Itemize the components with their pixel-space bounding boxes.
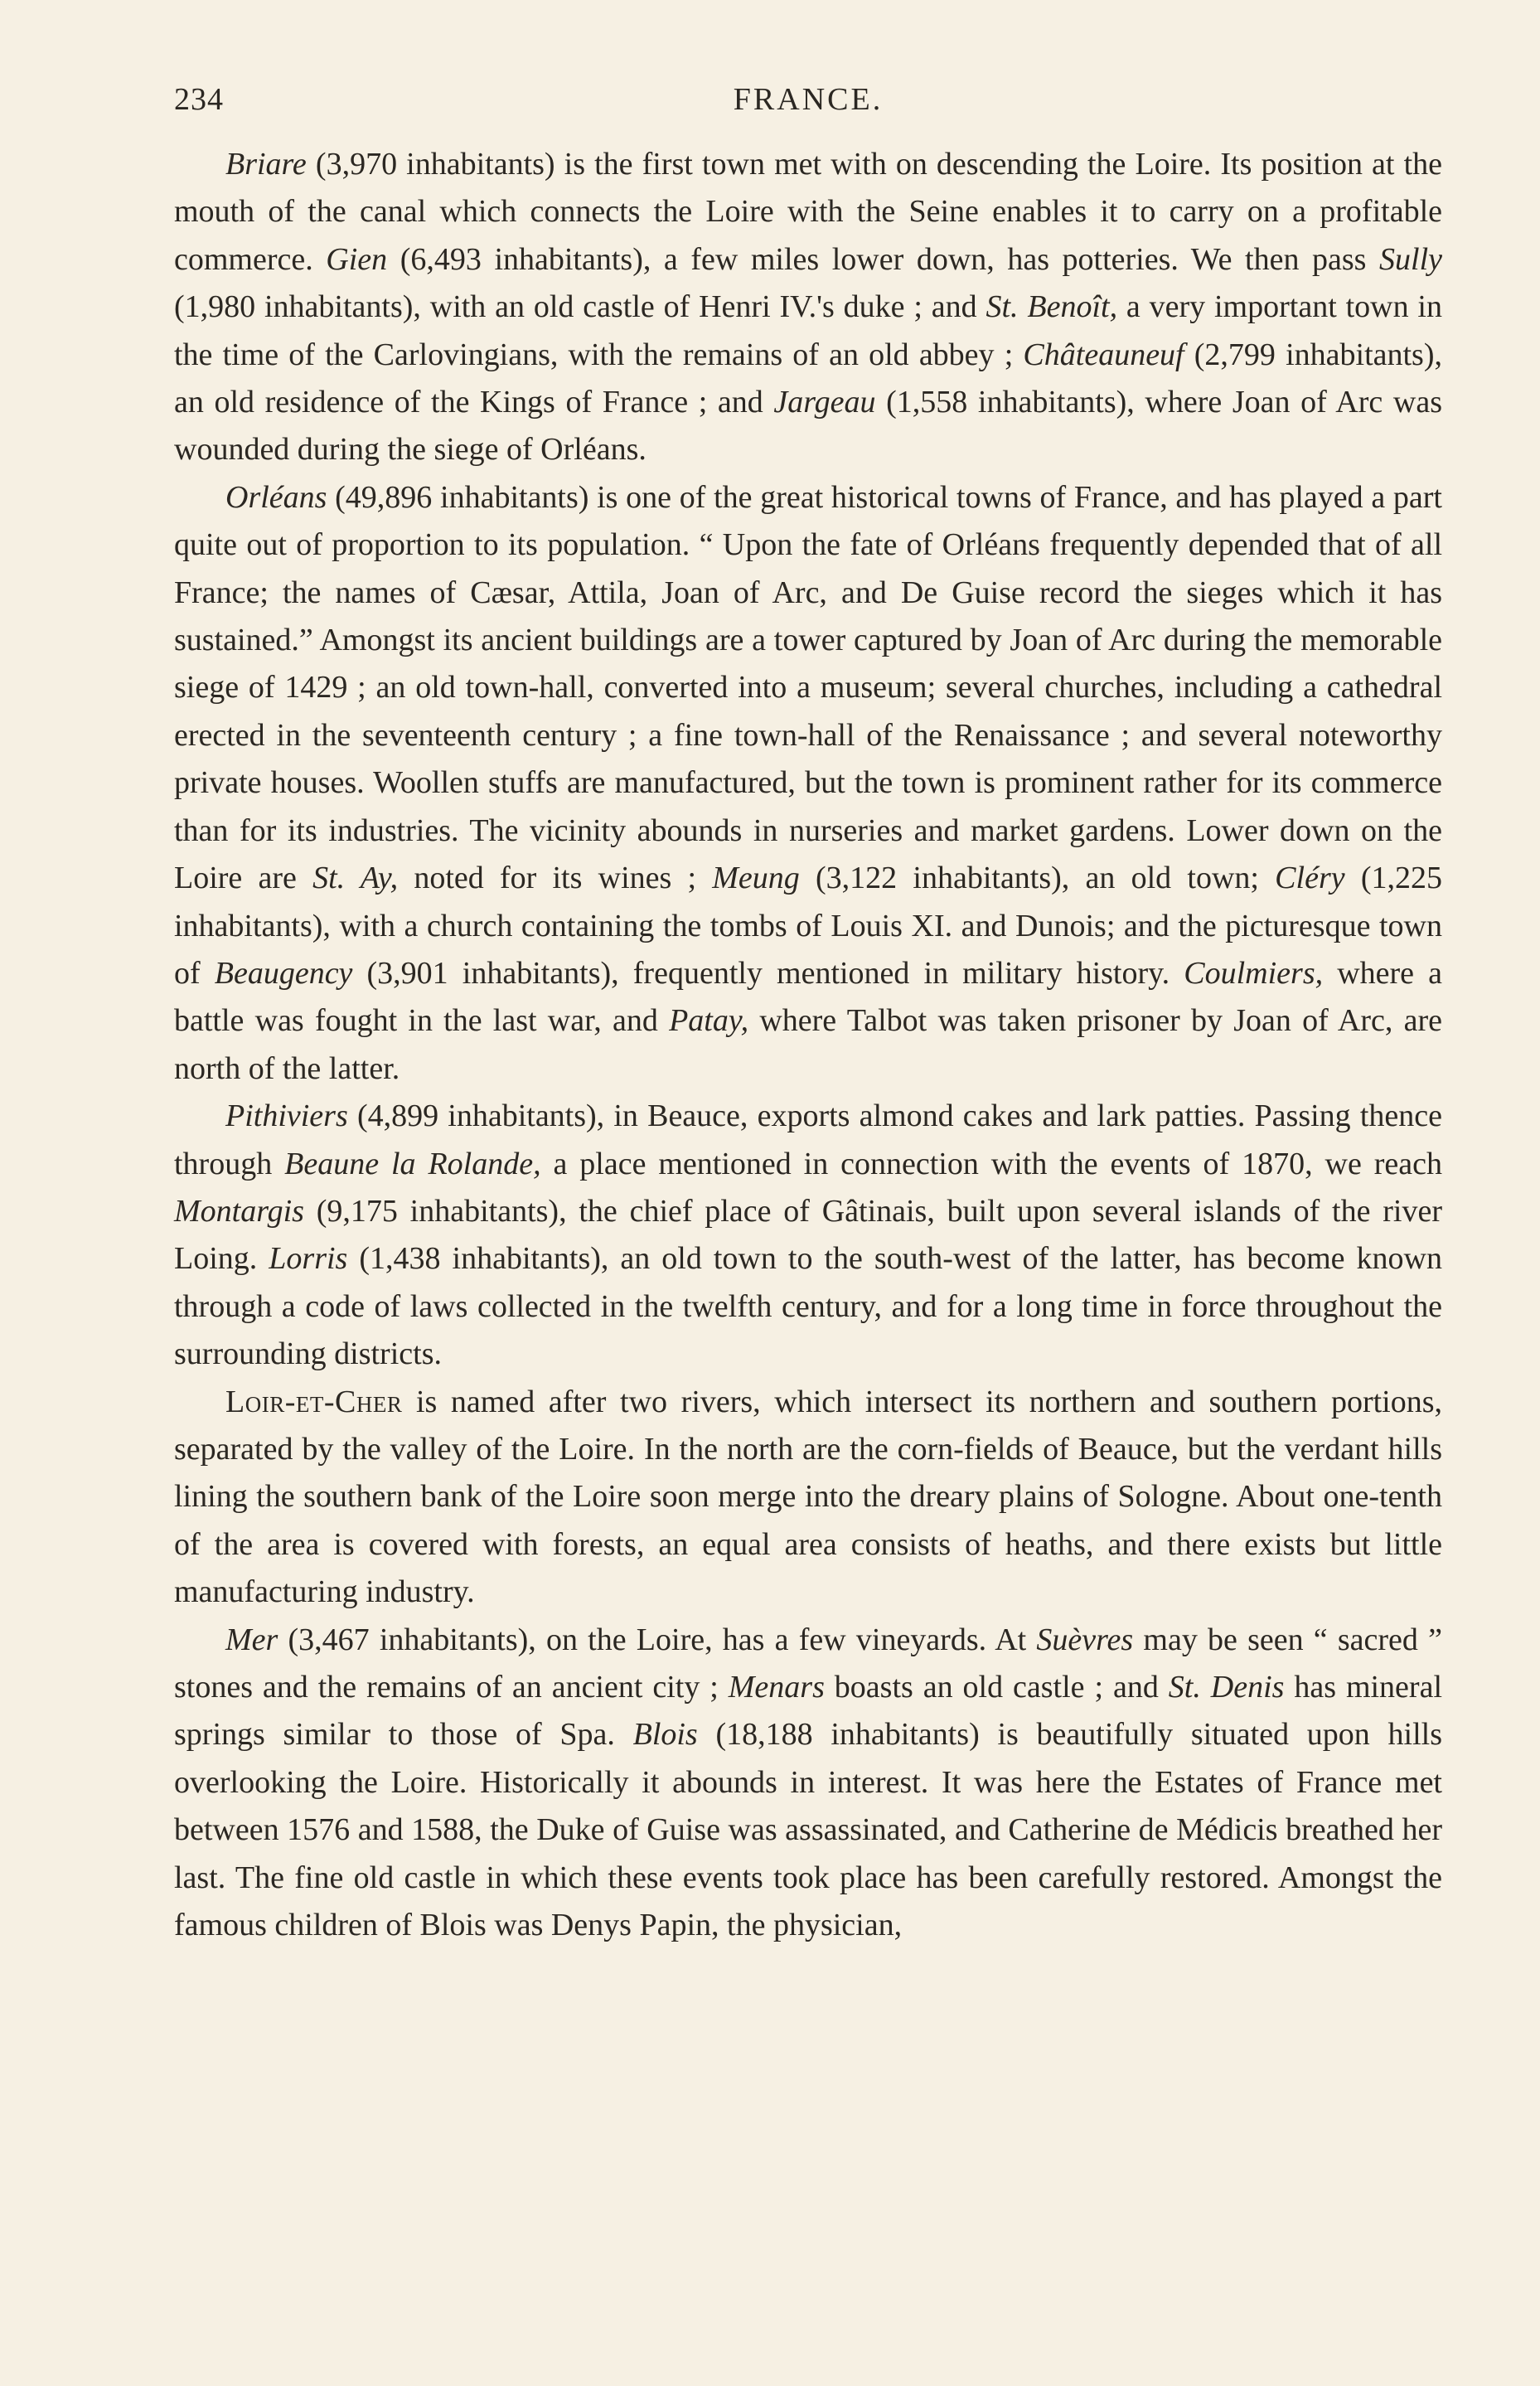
text-run: (18,188 inhabitants) is beautifully situated upon hills overlooking the Loire. Historically it abounds in interest. It was here the Estates of France met between 1576 and 1588, the Duke of Guise was assassinated, and Catherine de Médicis breathed her last. The fine old castle in which these events took place has been carefully restored. Amongst the famous children of Blois was Denys Papin, the physician, bbox=[174, 1717, 1442, 1943]
text-run: (6,493 inhabitants), a few miles lower down, has potteries. We then pass bbox=[387, 241, 1380, 277]
paragraph bbox=[174, 474, 1442, 1093]
text-run: where Talbot was taken prisoner by Joan of Arc, are north of the latter. bbox=[174, 1003, 1442, 1086]
text-run: noted for its wines ; bbox=[398, 861, 713, 896]
place-name: St. Denis bbox=[1168, 1670, 1285, 1705]
text-run: (1,438 inhabitants), an old town to the south-west of the latter, has become known through a code of laws collected in the twelfth century, and for a long time in force throughout the surrounding districts. bbox=[174, 1241, 1442, 1372]
place-name: Cléry bbox=[1275, 861, 1345, 896]
place-name: Montargis bbox=[174, 1193, 304, 1229]
place-name: Gien bbox=[326, 241, 388, 277]
text-run: (3,122 inhabitants), an old town; bbox=[799, 861, 1276, 896]
place-name: Mer bbox=[225, 1622, 278, 1657]
running-title: FRANCE. bbox=[733, 82, 884, 117]
place-name: Lorris bbox=[269, 1241, 348, 1277]
paragraph bbox=[174, 1093, 1442, 1378]
place-name: Menars bbox=[728, 1670, 825, 1705]
text-run: has mineral springs similar to those of Spa. bbox=[174, 1670, 1443, 1753]
place-name: St. Ay, bbox=[312, 861, 399, 896]
paragraph bbox=[174, 1379, 1442, 1617]
page-number: 234 bbox=[174, 82, 224, 117]
place-name: Coulmiers, bbox=[1184, 955, 1324, 991]
text-run: (2,799 inhabitants), an old residence of the Kings of France ; and bbox=[174, 337, 1442, 420]
text-run: (1,225 inhabitants), with a church containing the tombs of Louis XI. and Dunois; and the picturesque town of bbox=[174, 861, 1442, 991]
book-page bbox=[174, 81, 1442, 2336]
page-header bbox=[174, 81, 1442, 133]
text-run: a very important town in the time of the Carlovingians, with the remains of an old abbey ; bbox=[174, 289, 1442, 372]
place-name: Orléans bbox=[225, 479, 327, 515]
text-run: where a battle was fought in the last war, and bbox=[174, 955, 1443, 1039]
text-run: (49,896 inhabitants) is one of the great historical towns of France, and has played a part quite out of proportion to its population. “ Upon the fate of Orléans frequently depended that of all France; the names of Cæsar, Attila, Joan of Arc, and De Guise record the sieges which it has sustained.” Amongst its ancient buildings are a tower captured by Joan of Arc during the memorable siege of 1429 ; an old town-hall, converted into a museum; several churches, including a cathedral erected in the seventeenth century ; a fine town-hall of the Renaissance ; and several noteworthy private houses. Woollen stuffs are manufactured, but the town is prominent rather for its commerce than for its industries. The vicinity abounds in nurseries and market gardens. Lower down on the Loire are bbox=[174, 479, 1442, 896]
paragraph bbox=[174, 1617, 1442, 1950]
text-run: (3,467 inhabitants), on the Loire, has a few vineyards. At bbox=[278, 1622, 1037, 1657]
text-run: (1,980 inhabitants), with an old castle of Henri IV.'s duke ; and bbox=[174, 289, 986, 325]
place-name: Pithiviers bbox=[225, 1098, 348, 1134]
place-name: Beaune la Rolande, bbox=[284, 1146, 541, 1181]
place-name: Beaugency bbox=[214, 955, 353, 991]
text-run: is named after two rivers, which intersect its northern and southern portions, separated by the valley of the Loire. In the north are the corn-fields of Beauce, but the verdant hills lining the southern bank of the Loire soon merge into the dreary plains of Sologne. About one-tenth of the area is covered with forests, an equal area consists of heaths, and there exists but little manufacturing industry. bbox=[174, 1384, 1442, 1610]
body-text bbox=[174, 141, 1442, 1949]
text-run: (3,901 inhabitants), frequently mentioned in military history. bbox=[352, 955, 1184, 991]
place-name: Jargeau bbox=[773, 385, 876, 420]
place-name: Châteauneuf bbox=[1023, 337, 1184, 372]
place-name: Suèvres bbox=[1036, 1622, 1134, 1657]
text-run: (4,899 inhabitants), in Beauce, exports almond cakes and lark patties. Passing thence through bbox=[174, 1098, 1442, 1181]
text-run: may be seen “ sacred ” stones and the remains of an ancient city ; bbox=[174, 1622, 1442, 1705]
place-name: Sully bbox=[1379, 241, 1442, 277]
paragraph bbox=[174, 141, 1442, 474]
place-name: Briare bbox=[225, 147, 307, 182]
place-name: St. Benoît, bbox=[986, 289, 1118, 325]
place-name: Patay, bbox=[669, 1003, 749, 1039]
text-run: (9,175 inhabitants), the chief place of Gâtinais, built upon several islands of the river Loing. bbox=[174, 1193, 1442, 1277]
text-run: (1,558 inhabitants), where Joan of Arc was wounded during the siege of Orléans. bbox=[174, 385, 1442, 468]
place-name: Blois bbox=[632, 1717, 698, 1753]
text-run: boasts an old castle ; and bbox=[824, 1670, 1169, 1705]
department-name: Loir-et-Cher bbox=[225, 1384, 403, 1419]
text-run: (3,970 inhabitants) is the first town met with on descending the Loire. Its position at the mouth of the canal which connects the Loire with the Seine enables it to carry on a profitable commerce. bbox=[174, 147, 1442, 277]
text-run: a place mentioned in connection with the events of 1870, we reach bbox=[540, 1146, 1442, 1181]
place-name: Meung bbox=[712, 861, 800, 896]
